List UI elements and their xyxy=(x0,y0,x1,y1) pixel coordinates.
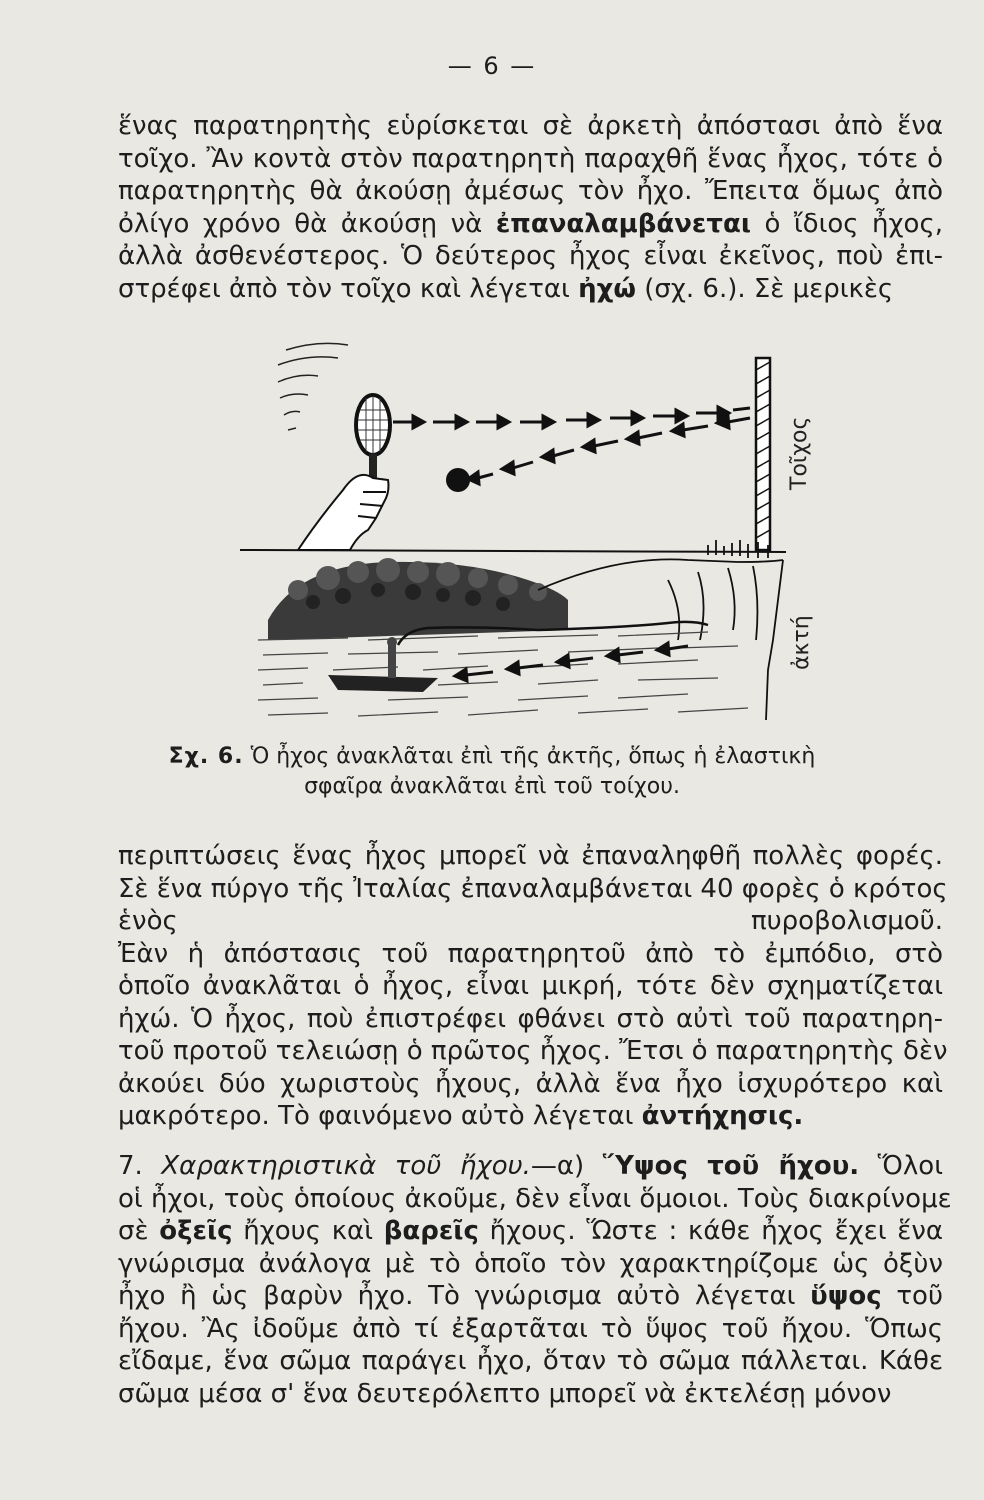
motion-lines xyxy=(278,343,348,430)
echo-diagram-illustration xyxy=(238,340,818,730)
text-run: ἤχους. Ὥστε : κάθε ἦχος ἔχει ἕνα xyxy=(478,1216,944,1246)
forest-hill-icon xyxy=(268,558,568,640)
text-line xyxy=(118,1100,943,1133)
text-line xyxy=(118,1150,943,1183)
text-line: παρατηρητὴς θὰ ἀκούσῃ ἀμέσως τὸν ἦχο. Ἔπειτα ὅμως ἀπὸ xyxy=(118,176,943,206)
text-run: τοῦ xyxy=(881,1281,943,1311)
caption-text-1: Ὁ ἦχος ἀνακλᾶται ἐπὶ τῆς ἀκτῆς, ὅπως ἡ ἐλαστικὴ xyxy=(250,744,816,769)
emphasis-term: βαρεῖς xyxy=(383,1216,479,1246)
emphasis-term: ἐπαναλαμβάνεται xyxy=(495,208,751,239)
text-line: Σὲ ἕνα πύργο τῆς Ἰταλίας ἐπαναλαμβάνεται 40 φορὲς ὁ κρότος xyxy=(118,873,948,904)
text-line: περιπτώσεις ἕνας ἦχος μπορεῖ νὰ ἐπαναληφθῆ πολλὲς φορές. xyxy=(118,841,943,871)
caption-line-1 xyxy=(0,742,984,772)
section-heading: Χαρακτηριστικὰ τοῦ ἤχου. xyxy=(161,1151,531,1181)
text-line: τοῖχο. Ἂν κοντὰ στὸν παρατηρητὴ παραχθῆ ἕνας ἦχος, τότε ὁ xyxy=(118,143,943,174)
text-line xyxy=(118,208,943,241)
boat-icon xyxy=(328,637,438,692)
figure-echo-diagram xyxy=(238,340,818,730)
racket-icon xyxy=(356,395,390,486)
text-run: σὲ xyxy=(118,1216,160,1246)
paragraph-echo-conditions xyxy=(118,840,948,1133)
emphasis-term: ὀξεῖς xyxy=(159,1216,233,1246)
text-line: ἑνὸς πυροβολισμοῦ. xyxy=(118,906,943,936)
text-line xyxy=(118,1280,943,1313)
shore-label: ἀκτή xyxy=(789,615,814,670)
figure-divider xyxy=(240,550,786,552)
text-line: γνώρισμα ἀνάλογα μὲ τὸ ὁποῖο τὸν χαρακτηρίζομε ὡς ὀξὺν xyxy=(118,1248,943,1279)
figure-caption xyxy=(0,742,984,802)
text-line: ὁποῖο ἀνακλᾶται ὁ ἦχος, εἶναι μικρή, τότε δὲν σχηματίζεται xyxy=(118,971,943,1001)
arrow-path-return xyxy=(468,416,750,484)
text-line: τοῦ προτοῦ τελειώσῃ ὁ πρῶτος ἦχος. Ἔτσι ὁ παρατηρητὴς δὲν xyxy=(118,1036,948,1066)
text-run: —α) xyxy=(530,1151,603,1181)
text-run: (σχ. 6.). Σὲ μερικὲς xyxy=(635,273,894,304)
paragraph-echo-intro xyxy=(118,110,943,305)
text-line xyxy=(118,273,943,306)
text-line: ἀλλὰ ἀσθενέστερος. Ὁ δεύτερος ἦχος εἶναι ἐκεῖνος, ποὺ ἐπι- xyxy=(118,241,943,271)
text-run: ὀλίγο χρόνο θὰ ἀκούσῃ νὰ xyxy=(118,208,496,239)
emphasis-term: ἠχώ xyxy=(578,273,636,304)
text-run: ὁ ἴδιος ἦχος, xyxy=(750,208,943,239)
water-surface xyxy=(258,632,748,716)
page-number: — 6 — xyxy=(447,52,537,80)
paragraph-sound-characteristics xyxy=(118,1150,952,1410)
text-run: ἤχους καὶ xyxy=(232,1216,384,1246)
arrow-path-outgoing xyxy=(393,407,750,428)
text-run: 7. xyxy=(118,1151,162,1181)
text-run: στρέφει ἀπὸ τὸν τοῖχο καὶ λέγεται xyxy=(118,273,579,304)
wall-icon xyxy=(756,358,770,550)
text-line: σῶμα μέσα σ' ἕνα δευτερόλεπτο μπορεῖ νὰ ἐκτελέσῃ μόνον xyxy=(118,1378,892,1409)
emphasis-term: ἀντήχησις. xyxy=(641,1101,804,1131)
text-line: ἕνας παρατηρητὴς εὑρίσκεται σὲ ἀρκετὴ ἀπόστασι ἀπὸ ἕνα xyxy=(118,111,943,141)
wall-label: Τοῖχος xyxy=(787,416,812,490)
text-run: μακρότερο. Τὸ φαινόμενο αὐτὸ λέγεται xyxy=(118,1101,642,1131)
text-line: ἤχου. Ἂς ἰδοῦμε ἀπὸ τί ἐξαρτᾶται τὸ ὕψος τοῦ ἤχου. Ὅπως xyxy=(118,1313,943,1344)
text-line xyxy=(118,1215,943,1248)
text-line: εἴδαμε, ἕνα σῶμα παράγει ἦχο, ὅταν τὸ σῶμα πάλλεται. Κάθε xyxy=(118,1346,943,1376)
caption-line-2: σφαῖρα ἀνακλᾶται ἐπὶ τοῦ τοίχου. xyxy=(304,774,680,799)
emphasis-term: ὕψος xyxy=(810,1281,882,1311)
text-line: Ἐὰν ἡ ἀπόστασις τοῦ παρατηρητοῦ ἀπὸ τὸ ἐμπόδιο, στὸ xyxy=(118,938,943,969)
text-run: ἦχο ἢ ὡς βαρὺν ἦχο. Τὸ γνώρισμα αὐτὸ λέγεται xyxy=(118,1281,811,1311)
hand-icon xyxy=(298,475,389,550)
text-run: Ὅλοι xyxy=(859,1151,943,1181)
ball-icon xyxy=(446,468,470,492)
emphasis-term: Ὕψος τοῦ ἤχου. xyxy=(602,1151,860,1181)
text-line: ἀκούει δύο χωριστοὺς ἦχους, ἀλλὰ ἕνα ἦχο ἰσχυρότερο καὶ xyxy=(118,1068,943,1099)
text-line: οἱ ἦχοι, τοὺς ὁποίους ἀκοῦμε, δὲν εἶναι ὅμοιοι. Τοὺς διακρίνομε xyxy=(118,1183,952,1214)
caption-label: Σχ. 6. xyxy=(168,744,244,769)
text-line: ἠχώ. Ὁ ἦχος, ποὺ ἐπιστρέφει φθάνει στὸ αὐτὶ τοῦ παρατηρη- xyxy=(118,1003,943,1034)
